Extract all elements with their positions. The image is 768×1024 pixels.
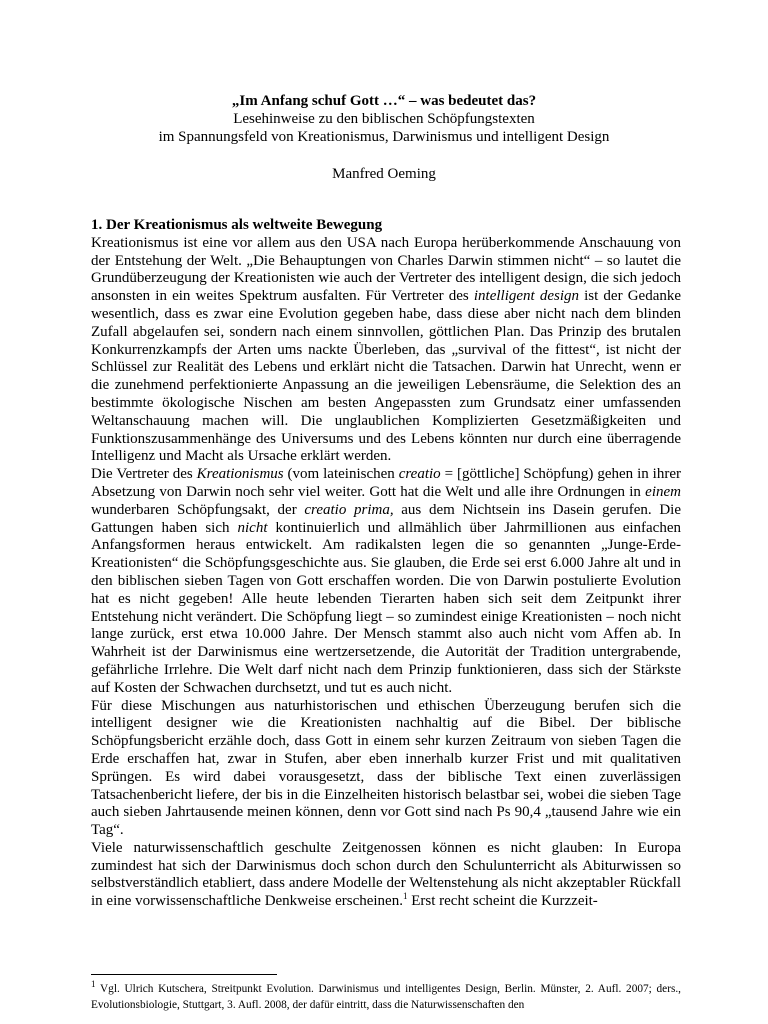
paragraph-1-text-a: Kreationismus ist eine vor allem aus den USA nach Europa herüberkommende Anschauung von der Entstehung der Welt. „Die Behauptungen von Charles Darwin stimmen nicht“ – so lautet die Grundüberzeugung der Kreationisten wie auch der Vertreter des intelligent design, die sich jedoch ansonsten in ein weites Spektrum ausfalten. Für Vertreter des	[91, 234, 681, 305]
paragraph-1-emphasis: intelligent design	[473, 288, 579, 305]
paragraph-3: Für diese Mischungen aus naturhistorischen und ethischen Überzeugung berufen sich die intelligent designer wie die Kreationisten nachhaltig auf die Bibel. Der biblische Schöpfungsbericht erzähle doch, dass Gott in einem sehr kurzen Zeitraum von sieben Tagen die Erde erschaffen hat, zwar in Stufen, aber eben innerhalb kurzer Frist und mit qualitativen Sprüngen. Es wird dabei vorausgesetzt, dass der biblische Text einen zuverlässigen Tatsachenbericht liefere, der bis in die Einzelheiten historisch belastbar sei, wobei die sieben Tage auch sieben Jahrtausende meinen können, denn vor Gott sind nach Ps 90,4 „tausend Jahre wie ein Tag“.	[91, 697, 681, 839]
paragraph-1	[91, 235, 681, 466]
section-heading: 1. Der Kreationismus als weltweite Bewegung	[91, 217, 383, 233]
paragraph-1-text-b: ist der Gedanke wesentlich, dass es zwar eine Evolution gegeben habe, dass diese aber nicht nach dem blinden Zufall abgelaufen sei, sondern nach einem sinnvollen, göttlichen Plan. Das Prinzip des brutalen Konkurrenzkampfs der Arten ums nackte Überleben, das „survival of the fittest“, ist nicht der Schlüssel zur Realität des Lebens und erklärt nicht die Tatsachen. Darwin hat Unrecht, wenn er die zunehmend perfektionierte Anpassung an die jeweiligen Lebensräume, die Selektion des an bestimmte ökologische Nischen am besten Angepassten zum Grundsatz einer umfassenden Weltanschauung machen will. Die unglaublichen Komplizierten Gesetzmäßigkeiten und Funktionszusammenhänge des Universums und des Lebens könnten nur durch eine überragende Intelligenz und Macht als Ursache erklärt werden.	[91, 288, 682, 465]
author-name: Manfred Oeming	[332, 166, 436, 182]
paragraph-2	[91, 466, 681, 697]
footnote	[91, 981, 681, 1013]
paragraph-2-emphasis-3: einem	[645, 483, 681, 500]
paragraph-2-text-f: kontinuierlich und allmählich über Jahrmillionen aus einfachen Anfangsformen heraus entwickelt. Am radikalsten legen die so genannten „Junge-Erde-Kreationisten“ die Schöpfungsgeschichte aus. Sie glauben, die Erde sei erst 6.000 Jahre alt und in den biblischen sieben Tagen von Gott erschaffen worden. Die von Darwin postulierte Evolution hat es nicht gegeben! Alle heute lebenden Tierarten haben sich seit dem Zeitpunkt ihrer Entstehung nicht verändert. Die Schöpfung liegt – so zumindest einige Kreationisten – noch nicht lange zurück, erst etwa 10.000 Jahre. Der Mensch stammt also auch nicht vom Affen ab. In Wahrheit ist der Darwinismus eine wertzersetzende, die Autorität der Tradition untergrabende, gefährliche Irrlehre. Die Welt darf nicht nach dem Prinzip funktionieren, dass sich der Stärkste auf Kosten der Schwachen durchsetzt, und tut es auch nicht.	[91, 519, 681, 696]
paragraph-2-text-b: (vom lateinischen	[283, 466, 399, 483]
document-subtitle-line-2: im Spannungsfeld von Kreationismus, Darwinismus und intelligent Design	[158, 129, 610, 145]
title-block	[0, 92, 768, 183]
paragraph-2-text-e: aus dem Nichtsein ins Dasein gerufen. Die Gattungen haben sich	[91, 501, 681, 536]
paragraph-2-emphasis-4: creatio prima,	[304, 501, 394, 518]
paragraph-2-text-d: wunderbaren Schöpfungsakt, der	[91, 501, 305, 518]
document-subtitle-line-1: Lesehinweise zu den biblischen Schöpfungstexten	[233, 111, 535, 127]
paragraph-2-emphasis-2: creatio	[398, 466, 441, 483]
paragraph-2-text-a: Die Vertreter des	[91, 466, 197, 483]
footnote-reference[interactable]: 1	[402, 891, 408, 902]
paragraph-4	[91, 840, 681, 911]
paragraph-2-emphasis-5: nicht	[237, 519, 268, 536]
paragraph-2-emphasis-1: Kreationismus	[196, 466, 284, 483]
paragraph-4-text-a: Viele naturwissenschaftlich geschulte Zeitgenossen können es nicht glauben: In Europa zumindest hat sich der Darwinismus doch schon durch den Schulunterricht als Abiturwissen so selbstverständlich etabliert, dass andere Modelle der Weltenstehung als nicht akzeptabler Rückfall in eine vorwissenschaftliche Denkweise erscheinen.	[91, 839, 681, 910]
paragraph-2-text-c: = [göttliche] Schöpfung) gehen in ihrer Absetzung von Darwin noch sehr viel weiter. Gott hat die Welt und alle ihre Ordnungen in	[91, 466, 681, 500]
body-text	[91, 217, 681, 911]
footnote-separator	[91, 974, 277, 975]
document-title: „Im Anfang schuf Gott …“ – was bedeutet das?	[231, 93, 537, 109]
footnote-mark: 1	[91, 979, 96, 990]
paragraph-4-text-b: Erst recht scheint die Kurzzeit-	[407, 893, 598, 910]
footnote-text: Vgl. Ulrich Kutschera, Streitpunkt Evolution. Darwinismus und intelligentes Design, Berlin. Münster, 2. Aufl. 2007; ders., Evolutionsbiologie, Stuttgart, 3. Aufl. 2008, der dafür eintritt, dass die Naturwissenschaften den	[91, 983, 681, 1011]
